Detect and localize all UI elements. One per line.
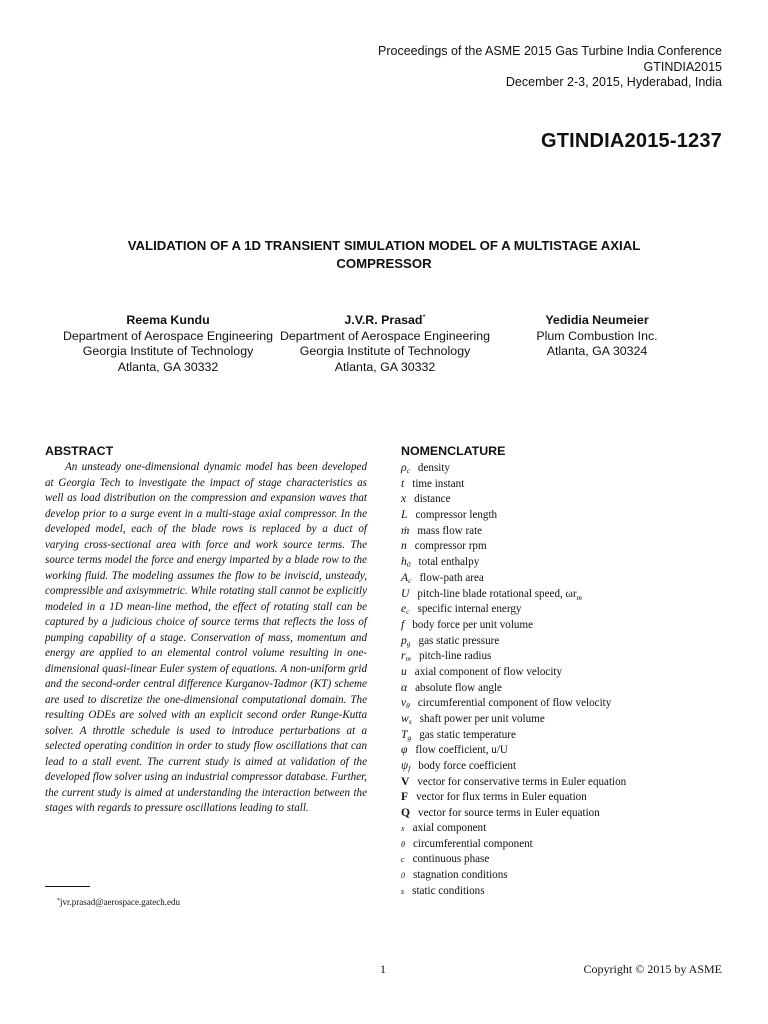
nomenclature-symbol: x: [401, 823, 405, 833]
conference-name: Proceedings of the ASME 2015 Gas Turbine India Conference: [378, 44, 722, 58]
nomenclature-row: [401, 805, 731, 821]
nomenclature-row: [401, 680, 731, 696]
nomenclature-description: total enthalpy: [418, 556, 480, 569]
footnote-rule: [45, 886, 90, 887]
corresponding-author-mark: *: [422, 313, 426, 322]
nomenclature-symbol: s: [401, 886, 405, 896]
nomenclature-symbol: Q: [401, 806, 411, 820]
nomenclature-description: body force per unit volume: [412, 618, 533, 631]
nomenclature-description: continuous phase: [412, 853, 490, 866]
author-affiliation: Plum Combustion Inc.: [536, 328, 658, 343]
nomenclature-symbol: L: [401, 508, 408, 522]
nomenclature-description: pitch-line radius: [418, 650, 492, 663]
author-institution: Georgia Institute of Technology: [82, 344, 254, 359]
nomenclature-symbol: f: [401, 617, 405, 631]
footnote-email: jvr.prasad@aerospace.gatech.edu: [60, 897, 180, 907]
author-name: Yedidia Neumeier: [545, 313, 649, 327]
nomenclature-description: gas static pressure: [418, 634, 500, 647]
nomenclature-symbol: $p_g$: [401, 633, 411, 648]
nomenclature-symbol: $r_m$: [401, 649, 411, 664]
nomenclature-symbol: ṁ: [401, 523, 410, 537]
nomenclature-row: [401, 554, 731, 570]
nomenclature-description: circumferential component of flow velocity: [417, 697, 612, 710]
abstract-heading: ABSTRACT: [45, 444, 114, 458]
nomenclature-symbol: $w_s$: [401, 712, 412, 726]
author-address: Atlanta, GA 30324: [546, 344, 648, 359]
nomenclature-description: pitch-line blade rotational speed, $\omega r_m$: [417, 587, 582, 602]
nomenclature-row: [401, 491, 731, 507]
nomenclature-description: axial component: [412, 821, 487, 834]
abstract-body: [45, 460, 367, 817]
author-block-1: [58, 313, 278, 375]
nomenclature-row: [401, 476, 731, 492]
conference-date-location: December 2-3, 2015, Hyderabad, India: [505, 75, 722, 89]
nomenclature-row: [401, 852, 731, 868]
nomenclature-row: [401, 884, 731, 900]
nomenclature-row: [401, 821, 731, 837]
author-address: Atlanta, GA 30332: [334, 359, 436, 374]
copyright-notice: Copyright © 2015 by ASME: [583, 962, 722, 976]
nomenclature-symbol: x: [401, 492, 407, 506]
nomenclature-description: flow coefficient, u/U: [415, 744, 508, 757]
footnote-mark: *: [57, 898, 60, 904]
nomenclature-row: [401, 758, 731, 774]
nomenclature-row: [401, 538, 731, 554]
nomenclature-symbol: 0: [401, 870, 405, 880]
nomenclature-row: [401, 586, 731, 602]
author-block-3: [522, 313, 672, 360]
nomenclature-description: gas static temperature: [419, 728, 516, 741]
nomenclature-row: [401, 507, 731, 523]
nomenclature-description: density: [417, 462, 450, 474]
abstract-text: An unsteady one-dimensional dynamic model has been developed at Georgia Tech to investigate the impact of stage characteristics as well as load distribution on the compression and expansion waves that develop prior to a surge event in a multi-stage axial compressor. In the developed model, each of the blade rows is replaced by a duct of varying cross-sectional area with force and work source terms. The source terms model the force and energy imparted by a blade row to the working fluid. The modeling assumes the flow to be inviscid, unsteady, compressible and axisymmetric. While rotating stall cannot be explicitly modeled in a 1D mean-line method, the effect of rotating stall can be captured by a judicious choice of source terms that reflects the loss of pumping capability of a stage. Conservation of mass, momentum and energy are applied to an elemental control volume resulting in one-dimensional quasi-linear Euler system of equations. A non-uniform grid and the second-order central difference Kurganov-Tadmor (KT) scheme are used to discretize the one-dimensional computational domain. The resulting ODEs are solved with an explicit second order Runge-Kutta solver. A throttle schedule is used to introduce perturbations at a selected operating condition in order to study flow oscillations that can lead to a stall event. The current study is aimed at validation of the developed flow solver using an industrial compressor database. Further, the current study is aimed at understanding the interaction between the stages with regards to pressure oscillations leading to stall.: [45, 461, 367, 814]
nomenclature-row: [401, 742, 731, 758]
nomenclature-row: [401, 868, 731, 884]
nomenclature-description: shaft power per unit volume: [419, 713, 545, 725]
author-department: Department of Aerospace Engineering: [279, 328, 491, 343]
nomenclature-description: compressor length: [415, 509, 498, 522]
nomenclature-symbol: n: [401, 539, 407, 553]
nomenclature-symbol: $\psi_f$: [401, 759, 411, 774]
nomenclature-description: vector for conservative terms in Euler equation: [417, 775, 627, 788]
nomenclature-list: [401, 460, 731, 899]
nomenclature-symbol: α: [401, 680, 408, 694]
author-name: J.V.R. Prasad*: [344, 313, 426, 327]
author-institution: Georgia Institute of Technology: [299, 344, 471, 359]
paper-title-line-2: COMPRESSOR: [336, 256, 432, 271]
nomenclature-row: [401, 774, 731, 790]
nomenclature-description: vector for source terms in Euler equation: [418, 807, 600, 820]
nomenclature-row: [401, 664, 731, 680]
nomenclature-heading: NOMENCLATURE: [401, 444, 506, 458]
nomenclature-symbol: $A_c$: [401, 570, 412, 585]
paper-id: GTINDIA2015-1237: [540, 130, 722, 152]
conference-header: [378, 44, 722, 91]
nomenclature-description: stagnation conditions: [413, 868, 508, 881]
paper-title: [60, 237, 708, 273]
nomenclature-row: [401, 711, 731, 727]
nomenclature-symbol: F: [401, 790, 409, 804]
nomenclature-description: specific internal energy: [417, 603, 522, 616]
nomenclature-description: vector for flux terms in Euler equation: [416, 791, 587, 804]
nomenclature-symbol: φ: [401, 743, 408, 757]
nomenclature-symbol: t: [401, 476, 405, 490]
nomenclature-row: [401, 727, 731, 743]
nomenclature-symbol: U: [401, 586, 410, 600]
nomenclature-description: compressor rpm: [414, 540, 487, 553]
nomenclature-description: body force coefficient: [418, 760, 517, 773]
nomenclature-description: circumferential component: [412, 837, 533, 850]
nomenclature-row: [401, 837, 731, 853]
footnote: [57, 897, 180, 907]
nomenclature-description: mass flow rate: [417, 524, 483, 537]
nomenclature-row: [401, 633, 731, 649]
nomenclature-symbol: c: [401, 855, 405, 865]
nomenclature-symbol: θ: [401, 839, 405, 849]
nomenclature-row: [401, 617, 731, 633]
nomenclature-description: distance: [414, 493, 451, 506]
author-department: Department of Aerospace Engineering: [62, 328, 274, 343]
nomenclature-symbol: $e_c$: [401, 602, 410, 617]
nomenclature-row: [401, 789, 731, 805]
nomenclature-symbol: $\rho_c$: [401, 461, 410, 475]
nomenclature-description: static conditions: [412, 884, 485, 897]
nomenclature-symbol: $T_g$: [401, 727, 412, 742]
nomenclature-symbol: $h_0$: [401, 555, 411, 570]
author-address: Atlanta, GA 30332: [117, 359, 219, 374]
page-number: 1: [380, 962, 386, 976]
nomenclature-description: axial component of flow velocity: [414, 665, 563, 678]
conference-code: GTINDIA2015: [643, 59, 722, 74]
nomenclature-row: [401, 523, 731, 539]
author-block-2: [278, 313, 492, 375]
nomenclature-row: [401, 695, 731, 711]
nomenclature-description: flow-path area: [419, 571, 484, 584]
nomenclature-description: time instant: [412, 477, 465, 490]
nomenclature-row: [401, 648, 731, 664]
nomenclature-row: [401, 570, 731, 586]
nomenclature-symbol: V: [401, 774, 410, 788]
paper-title-line-1: VALIDATION OF A 1D TRANSIENT SIMULATION MODEL OF A MULTISTAGE AXIAL: [127, 238, 641, 253]
nomenclature-description: absolute flow angle: [415, 681, 502, 694]
author-name: Reema Kundu: [126, 313, 210, 327]
nomenclature-row: [401, 460, 731, 476]
nomenclature-symbol: $v_\theta$: [401, 696, 410, 711]
nomenclature-symbol: u: [401, 664, 407, 678]
